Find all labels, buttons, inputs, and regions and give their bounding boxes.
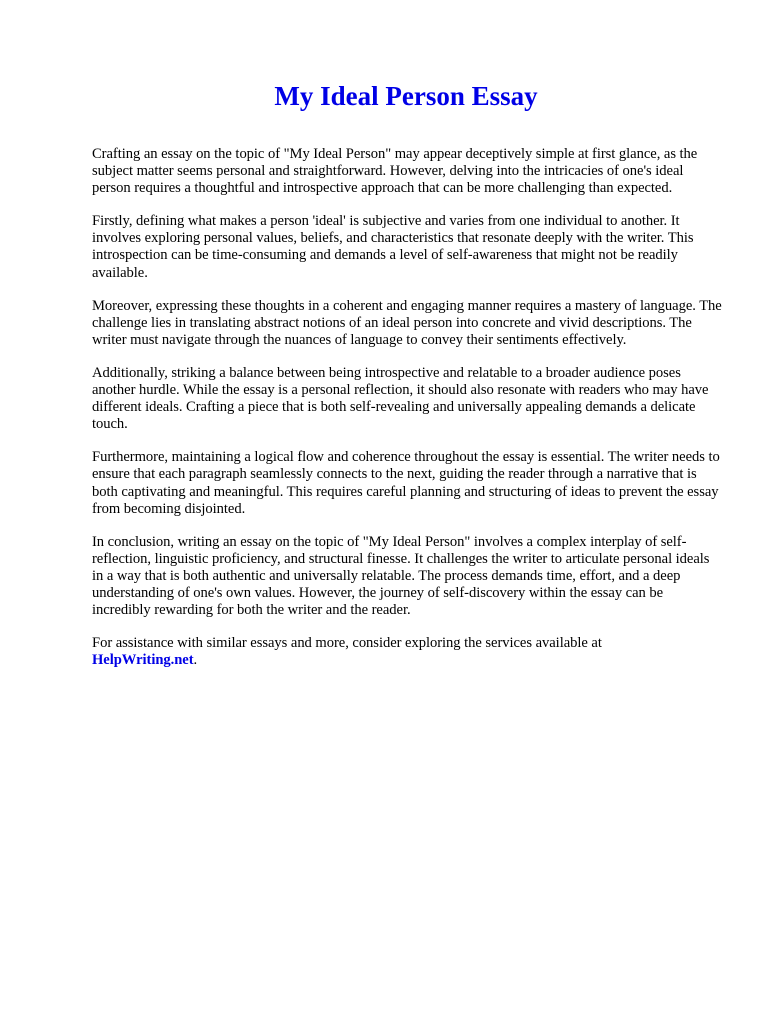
essay-body xyxy=(92,146,722,685)
closing-text: For assistance with similar essays and more, consider exploring the services available at xyxy=(92,635,602,652)
closing-period: . xyxy=(193,652,198,669)
paragraph-4: Additionally, striking a balance between being introspective and relatable to a broader audience poses another hurdle. While the essay is a personal reflection, it should also resonate with readers who may have different ideals. Crafting a piece that is both self-revealing and universally appealing demands a delicate touch. xyxy=(92,364,709,433)
paragraph-3: Moreover, expressing these thoughts in a coherent and engaging manner requires a mastery of language. The challenge lies in translating abstract notions of an ideal person into concrete and vivid descriptions. The writer must navigate through the nuances of language to convey their sentiments effectively. xyxy=(92,297,722,348)
paragraph-5: Furthermore, maintaining a logical flow and coherence throughout the essay is essential. The writer needs to ensure that each paragraph seamlessly connects to the next, guiding the reader through a narrative that is both captivating and meaningful. This requires careful planning and structuring of ideas to prevent the essay from becoming disjointed. xyxy=(92,449,720,517)
closing-paragraph xyxy=(92,635,722,669)
paragraph-2: Firstly, defining what makes a person 'ideal' is subjective and varies from one individual to another. It involves exploring personal values, beliefs, and characteristics that resonate deeply with the writer. This introspection can be time-consuming and demands a level of self-awareness that might not be readily available. xyxy=(92,213,694,281)
paragraph-6: In conclusion, writing an essay on the topic of "My Ideal Person" involves a complex interplay of self-reflection, linguistic proficiency, and structural finesse. It challenges the writer to articulate personal ideals in a way that is both authentic and universally relatable. The process demands time, effort, and a deep understanding of one's own values. However, the journey of self-discovery within the essay can be incredibly rewarding for both the writer and the reader. xyxy=(92,533,710,619)
paragraph-1: Crafting an essay on the topic of "My Ideal Person" may appear deceptively simple at first glance, as the subject matter seems personal and straightforward. However, delving into the intricacies of one's ideal person requires a thoughtful and introspective approach that can be more challenging than expected. xyxy=(92,146,698,197)
page-title: My Ideal Person Essay xyxy=(274,81,538,111)
helpwriting-link[interactable]: HelpWriting.net xyxy=(92,652,194,669)
